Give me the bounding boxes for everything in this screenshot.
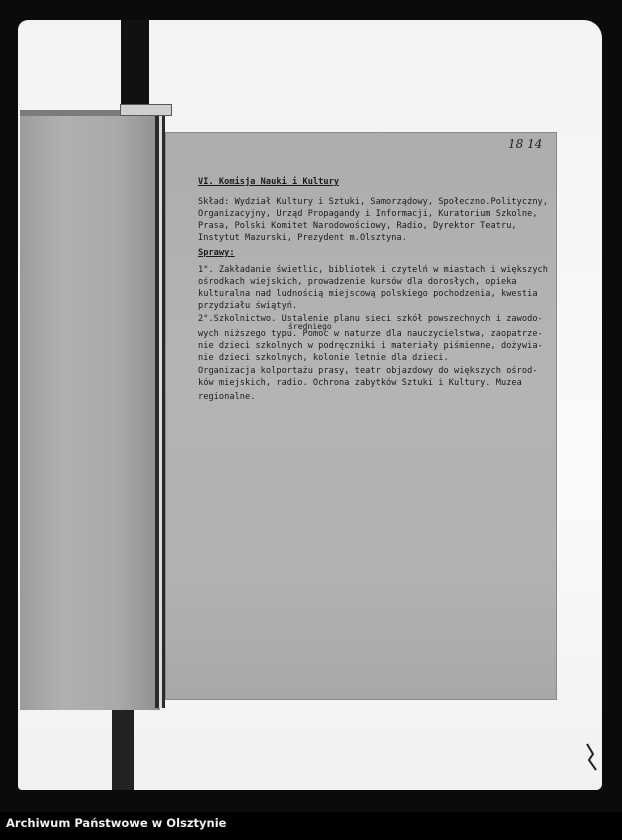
scratch-mark [583,742,599,772]
folder-cover [20,110,160,710]
text-line: Organizacyjny, Urząd Propagandy i Informacji, Kuratorium Szkolne, [198,209,538,219]
clip-bar [121,20,149,108]
text-line: ków miejskich, radio. Ochrona zabytków Sztuki i Kultury. Muzea [198,378,522,388]
folder-spine-highlight [159,108,162,708]
text-line: Organizacja kolportażu prasy, teatr objazdowy do większych ośrod- [198,366,538,376]
text-line: 1°. Zakładanie świetlic, bibliotek i czytelń w miastach i większych [198,265,548,275]
text-line: wych niższego typu. Pomoc w naturze dla nauczycielstwa, zaopatrze- [198,329,543,339]
text-line: Skład: Wydział Kultury i Sztuki, Samorządowy, Społeczno.Polityczny, [198,197,548,207]
text-line: kulturalna nad ludnością miejscową polskiego pochodzenia, kwestia [198,289,538,299]
text-line: ośrodkach wiejskich, prowadzenie kursów dla dorosłych, opieka [198,277,517,287]
text-line: 2°.Szkolnictwo. Ustalenie planu sieci szkół powszechnych i zawodo- [198,314,543,324]
interlinear-insertion: średniego [288,322,332,331]
text-line: nie dzieci szkolnych w podręczniki i materiały piśmienne, dożywia- [198,341,543,351]
section-heading: VI. Komisja Nauki i Kultury [198,177,340,187]
text-line: Prasa, Polski Komitet Narodowościowy, Radio, Dyrektor Teatru, [198,221,517,231]
text-line: Sprawy: [198,248,235,258]
clip-bar-lower [112,704,134,790]
page-number: 18 14 [508,137,543,151]
text-line: regionalne. [198,392,256,402]
text-line: przydziału świątyń. [198,301,298,311]
text-line: nie dzieci szkolnych, kolonie letnie dla dzieci. [198,353,449,363]
text-line: Instytut Mazurski, Prezydent m.Olsztyna. [198,233,407,243]
metal-clip [120,104,172,116]
archive-caption: Archiwum Państwowe w Olsztynie [6,816,227,830]
